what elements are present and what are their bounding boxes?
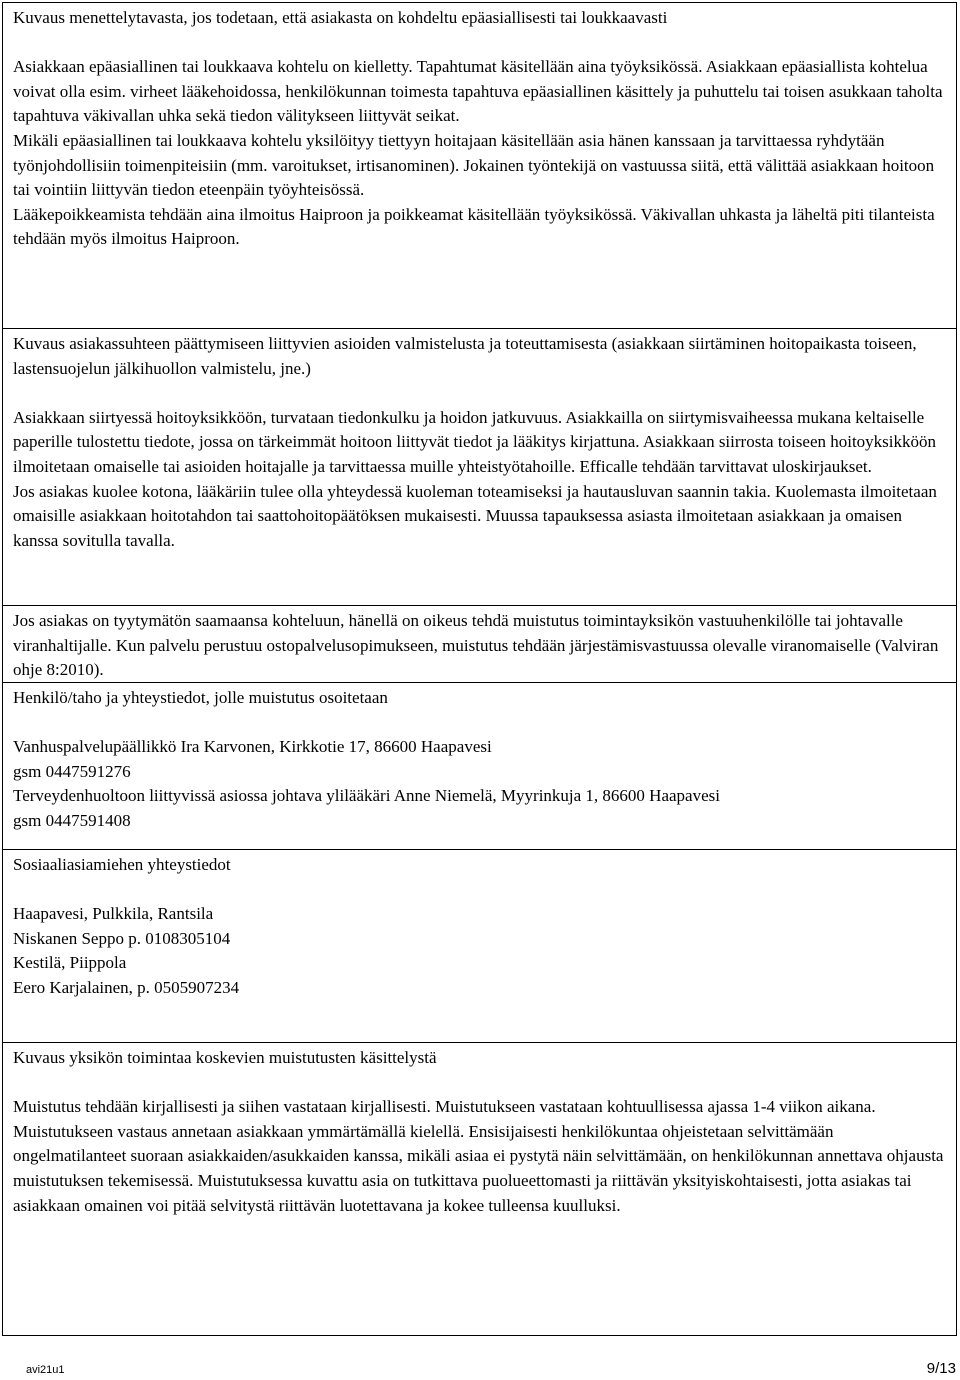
paragraph: Jos asiakas kuolee kotona, lääkäriin tulee olla yhteydessä kuoleman toteamiseksi ja hautausluvan saannin takia. Kuolemasta ilmoitetaan omaisille asiakkaan hoitotahdon tai saattohoitopäätöksen mukaisesti. Muussa tapauksessa asiasta ilmoitetaan asiakkaan ja omaisen kanssa sovitulla tavalla. — [13, 481, 937, 550]
section-heading: Kuvaus asiakassuhteen päättymiseen liittyvien asioiden valmistelusta ja toteuttamisesta (asiakkaan siirtäminen hoitopaikasta toiseen, lastensuojelun jälkihuollon valmistelu, jne.) — [13, 334, 917, 378]
section-social-ombudsman — [3, 849, 956, 1042]
paragraph: Asiakkaan epäasiallinen tai loukkaava kohtelu on kielletty. Tapahtumat käsitellään aina työyksikössä. Asiakkaan epäasiallista kohtelua voivat olla esim. virheet lääkehoidossa, henkilökunnan toimesta tapahtuva epäasiallinen käsittely ja puhuttelu tai toisen asukkaan taholta tapahtuva väkivallan uhka sekä tiedon välitykseen liittyvät seikat. — [13, 57, 943, 126]
contact-line: Niskanen Seppo p. 0108305104 — [13, 928, 231, 948]
contact-line: Vanhuspalvelupäällikkö Ira Karvonen, Kirkkotie 17, 86600 Haapavesi — [13, 737, 492, 757]
section-heading: Kuvaus yksikön toimintaa koskevien muistutusten käsittelystä — [13, 1048, 437, 1067]
contact-phone: gsm 0447591408 — [13, 810, 131, 830]
section-client-relationship-end — [3, 328, 956, 605]
contact-line: Eero Karjalainen, p. 0505907234 — [13, 977, 240, 997]
section-heading: Kuvaus menettelytavasta, jos todetaan, että asiakasta on kohdeltu epäasiallisesti tai loukkaavasti — [13, 8, 668, 27]
paragraph: Asiakkaan siirtyessä hoitoyksikköön, turvataan tiedonkulku ja hoidon jatkuvuus. Asiakkailla on siirtymisvaiheessa mukana keltaiselle paperille tulostettu tiedote, jossa on tärkeimmät hoitoon liittyvät tiedot ja lääkitys kirjattuna. Asiakkaan siirrosta toiseen hoitoyksikköön ilmoitetaan omaiselle tai asioiden hoitajalle ja tarvittaessa muille yhteistyötahoille. Efficalle tehdään tarvittavat uloskirjaukset. — [13, 407, 937, 476]
paragraph: Muistutus tehdään kirjallisesti ja siihen vastataan kirjallisesti. Muistutukseen vastataan kohtuullisessa ajassa 1-4 viikon aikana. Muistutukseen vastaus annetaan asiakkaan ymmärtämällä kielellä. Ensisijaisesti henkilökuntaa ohjeistetaan selvittämään ongelmatilanteet suoraan asiakkaiden/asukkaiden kanssa, mikäli asiaa ei pystytä näin selvittämään, on henkilökunnan annettava ohjausta muistutuksen tekemisessä. Muistutuksessa kuvattu asia on tutkittava puolueettomasti ja riittävän yksityiskohtaisesti, jotta asiakas tai asiakkaan omainen voi pitää selvitystä riittävän luotettavana ja kokee tulleensa kuulluksi. — [13, 1097, 944, 1215]
section-complaint-handling — [3, 1042, 956, 1335]
section-complaint-right — [3, 605, 956, 682]
contact-line: Terveydenhuoltoon liittyvissä asiossa johtava ylilääkäri Anne Niemelä, Myyrinkuja 1, 86600 Haapavesi — [13, 786, 720, 806]
paragraph: Lääkepoikkeamista tehdään aina ilmoitus Haiproon ja poikkeamat käsitellään työyksikössä. Väkivallan uhkasta ja läheltä piti tilanteista tehdään myös ilmoitus Haiproon. — [13, 204, 935, 249]
section-heading: Sosiaaliasiamiehen yhteystiedot — [13, 855, 231, 874]
section-mistreatment — [3, 3, 956, 328]
paragraph: Mikäli epäasiallinen tai loukkaava kohtelu yksilöityy tiettyyn hoitajaan käsitellään asia hänen kanssaan ja tarvittaessa ryhdytään työnjohdollisiin toimenpiteisiin (mm. varoitukset, irtisanominen). Jokainen työntekijä on vastuussa siitä, että välittää asiakkaan hoitoon tai vointiin liittyvän tiedon eteenpäin työyhteisössä. — [13, 130, 935, 200]
contact-line: Kestilä, Piippola — [13, 953, 127, 973]
section-complaint-recipient — [3, 682, 956, 849]
document-code: avi21u1 — [26, 1364, 65, 1376]
paragraph: Jos asiakas on tyytymätön saamaansa kohteluun, hänellä on oikeus tehdä muistutus toimintayksikön vastuuhenkilölle tai johtavalle viranhaltijalle. Kun palvelu perustuu ostopalvelusopimukseen, muistutus tehdään järjestämisvastuussa olevalle viranomaiselle (Valviran ohje 8:2010). — [13, 611, 939, 680]
document-body — [2, 2, 957, 1336]
contact-phone: gsm 0447591276 — [13, 761, 131, 781]
contact-line: Haapavesi, Pulkkila, Rantsila — [13, 904, 214, 924]
page-number: 9/13 — [926, 1360, 956, 1377]
section-heading: Henkilö/taho ja yhteystiedot, jolle muistutus osoitetaan — [13, 688, 388, 707]
